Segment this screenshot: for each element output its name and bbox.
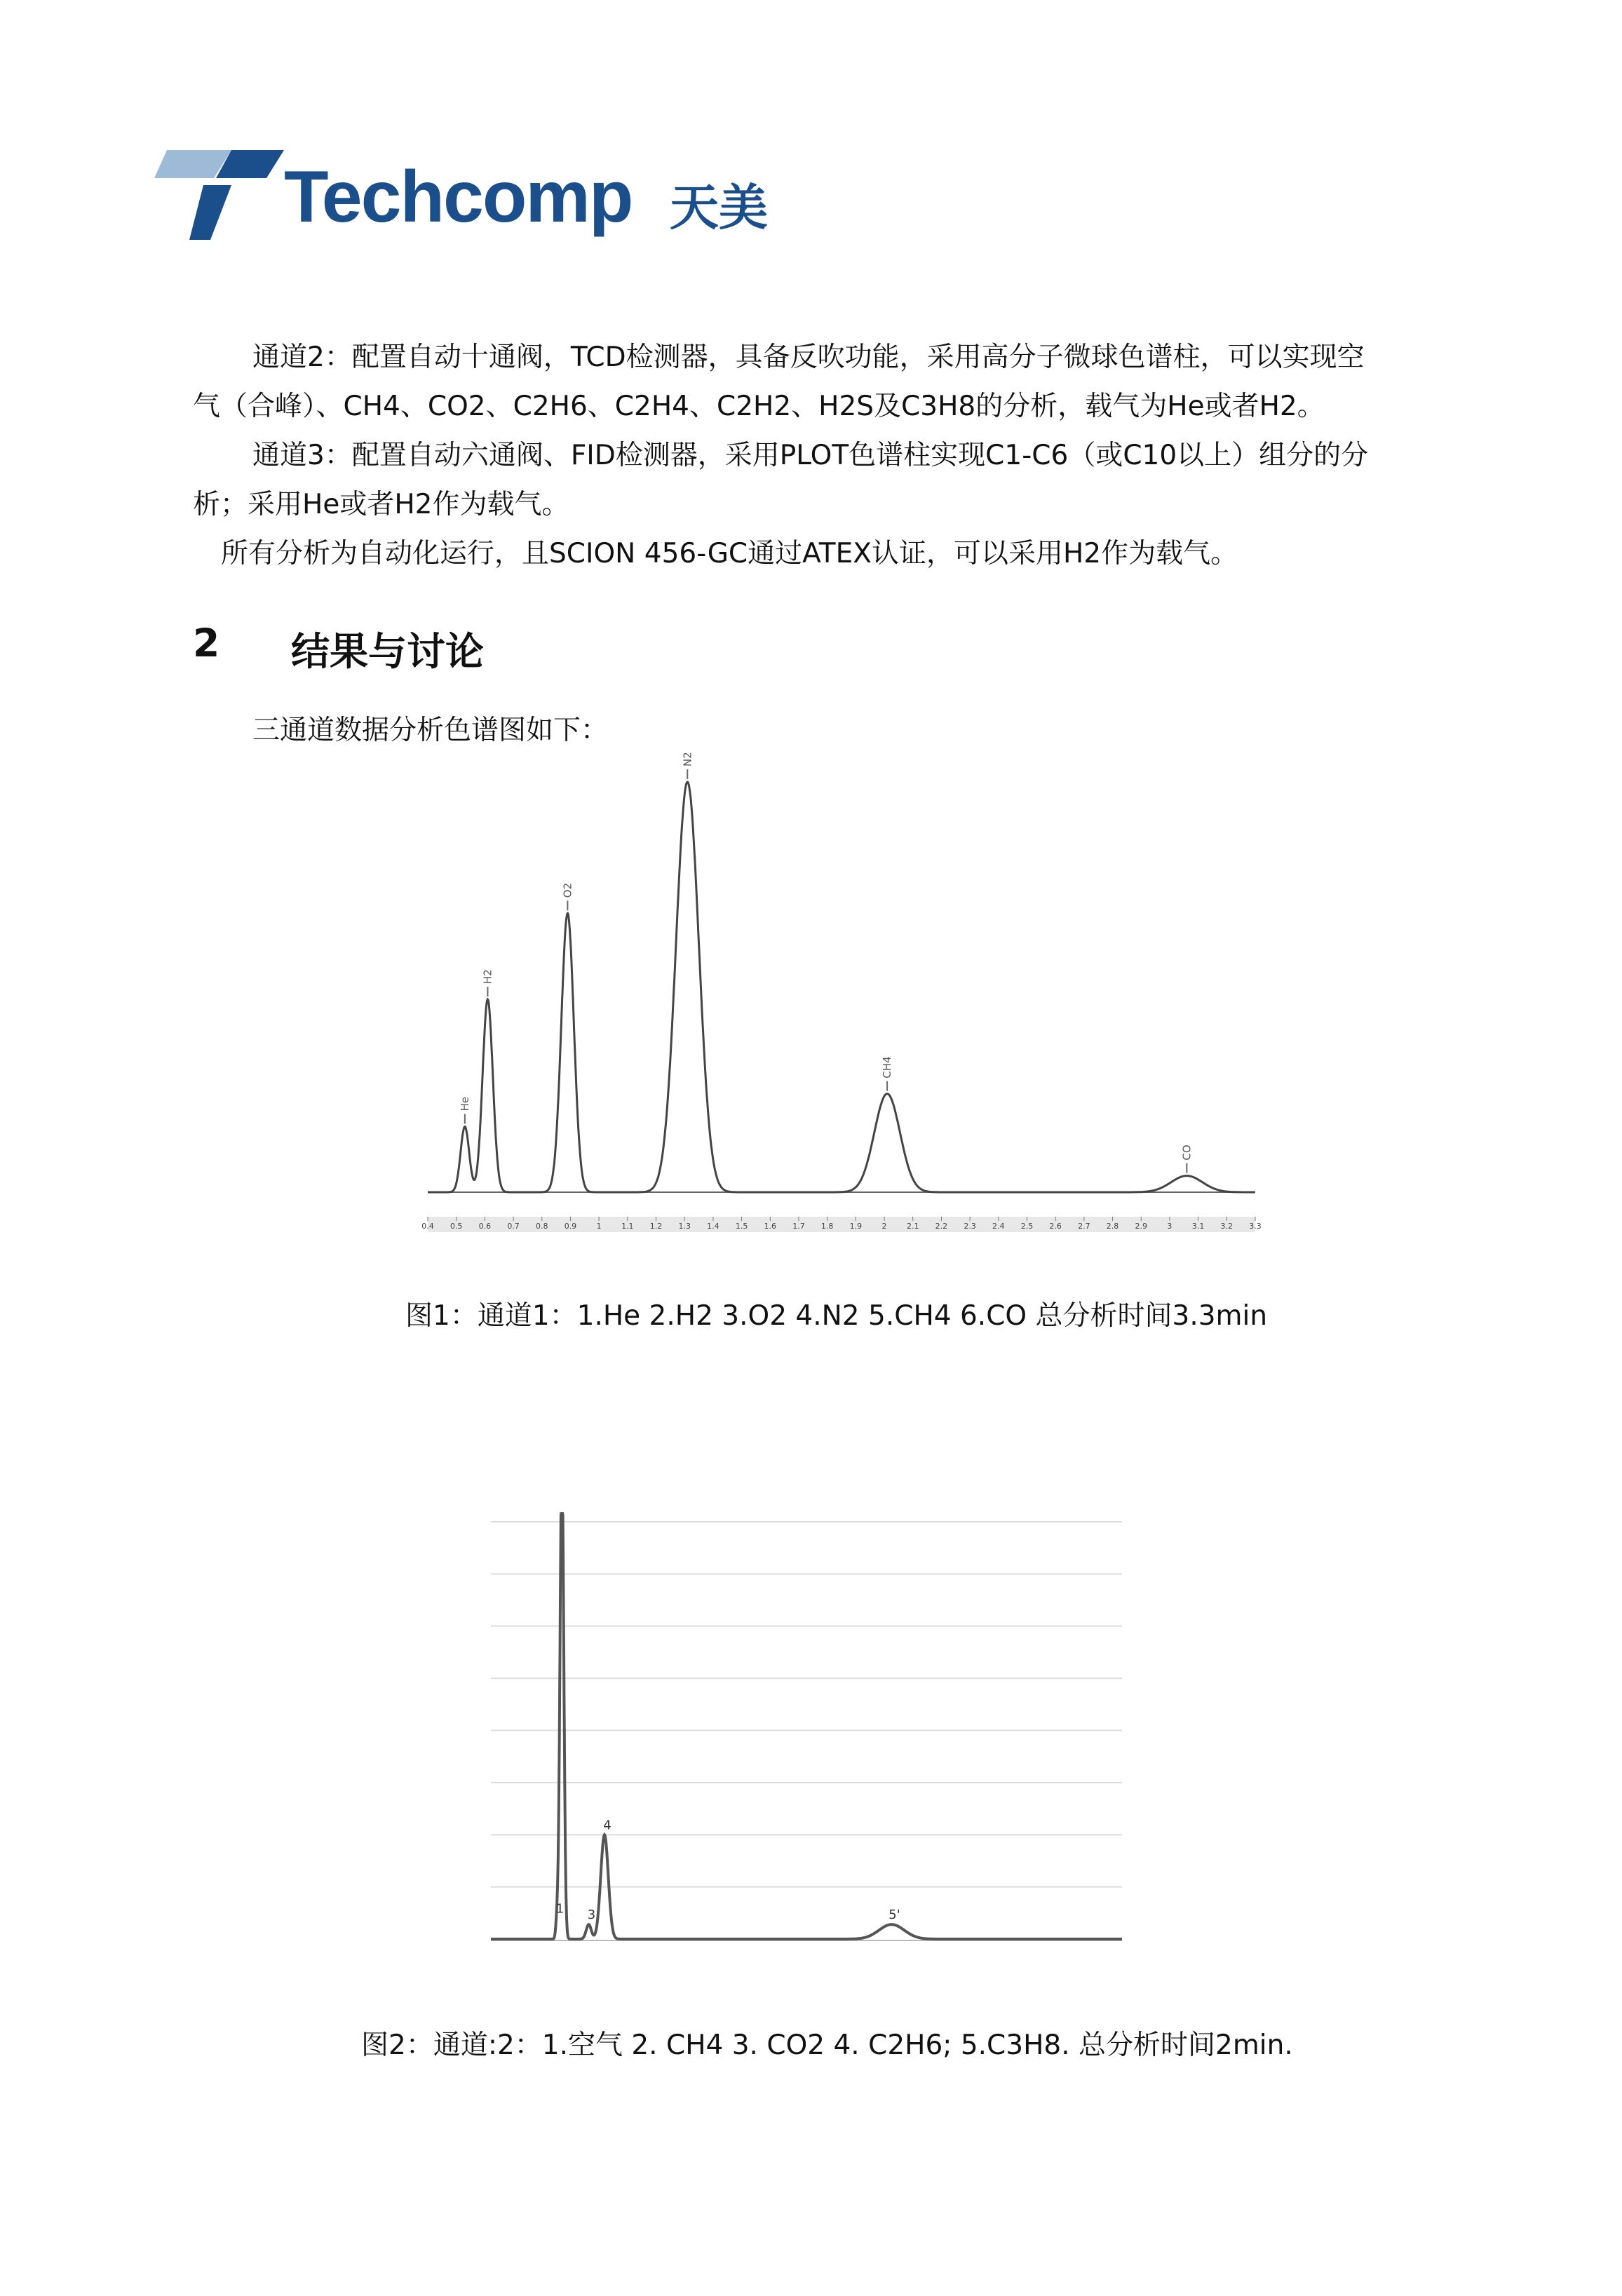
paragraph-channel3-line1: 通道3：配置自动六通阀、FID检测器，采用PLOT色谱柱实现C1-C6（或C10以上）组分的分 (252, 440, 1369, 471)
x-tick-label: 3 (1167, 1222, 1172, 1231)
x-tick-label: 1.9 (849, 1222, 863, 1231)
time-axis (428, 1217, 1255, 1232)
x-tick-label: 0.9 (564, 1222, 577, 1231)
peak-label: O2 (561, 882, 574, 898)
paragraph-channel3-line2: 析；采用He或者H2作为载气。 (193, 489, 569, 520)
figure2-caption: 图2：通道:2：1.空气 2. CH4 3. CO2 4. C2H6; 5.C3H8. 总分析时间2min. (361, 2030, 1293, 2061)
x-tick-label: 0.6 (478, 1222, 492, 1231)
x-tick-label: 2.4 (992, 1222, 1005, 1231)
peak-label: CH4 (881, 1056, 894, 1079)
x-tick-label: 1.7 (792, 1222, 805, 1231)
x-tick-label: 1.5 (735, 1222, 748, 1231)
peak-label: 1 (555, 1901, 565, 1917)
peak-label: N2 (681, 752, 694, 767)
x-tick-label: 1.2 (649, 1222, 663, 1231)
company-logo (154, 149, 785, 240)
techcomp-logo-mark-icon (154, 149, 281, 240)
peak-label: He (458, 1096, 471, 1112)
peak-label: CO (1180, 1144, 1194, 1161)
paragraph-channel2-line2: 气（合峰）、CH4、CO2、C2H6、C2H4、C2H2、H2S及C3H8的分析，载气为He或者H2。 (193, 391, 1325, 422)
x-tick-label: 1.8 (820, 1222, 834, 1231)
peak-label: 3 (587, 1907, 596, 1923)
body-paragraphs (193, 333, 1441, 579)
section-number: 2 (193, 621, 220, 666)
chromatogram-channel2 (491, 1504, 1136, 1967)
figure1-caption: 图1：通道1：1.He 2.H2 3.O2 4.N2 5.CH4 6.CO 总分析时间3.3min (405, 1300, 1268, 1332)
x-tick-label: 0.8 (536, 1222, 548, 1231)
section-title: 结果与讨论 (291, 629, 485, 674)
chromatogram-trace (491, 1513, 1122, 1939)
x-tick-label: 1.3 (678, 1222, 691, 1231)
x-tick-label: 1 (596, 1222, 602, 1231)
x-tick-label: 1.1 (621, 1222, 634, 1231)
x-tick-label: 3.1 (1191, 1222, 1205, 1231)
x-tick-label: 2.7 (1078, 1222, 1090, 1231)
x-tick-label: 2.8 (1106, 1222, 1119, 1231)
x-tick-label: 0.5 (450, 1222, 463, 1231)
x-tick-label: 1.4 (707, 1222, 719, 1231)
logo-wordmark: Techcomp (284, 156, 633, 238)
x-tick-label: 0.7 (507, 1222, 520, 1231)
x-tick-label: 2.6 (1049, 1222, 1062, 1231)
peak-label: 4 (603, 1818, 611, 1833)
x-tick-label: 2.5 (1020, 1222, 1034, 1231)
paragraph-automation: 所有分析为自动化运行，且SCION 456-GC通过ATEX认证，可以采用H2作为载气。 (221, 538, 1238, 569)
x-tick-label: 3.3 (1249, 1222, 1262, 1231)
peak-label: 5' (888, 1907, 900, 1923)
x-tick-label: 0.4 (421, 1222, 434, 1231)
paragraph-channel2-line1: 通道2：配置自动十通阀，TCD检测器，具备反吹功能，采用高分子微球色谱柱，可以实现空 (252, 342, 1365, 373)
x-tick-label: 1.6 (764, 1222, 777, 1231)
x-tick-label: 3.2 (1220, 1222, 1234, 1231)
peak-label: H2 (481, 969, 494, 985)
x-tick-label: 2.9 (1135, 1222, 1147, 1231)
x-tick-label: 2.3 (964, 1222, 976, 1231)
chromatogram-trace (428, 782, 1255, 1192)
x-tick-label: 2.2 (935, 1222, 948, 1231)
x-tick-label: 2.1 (906, 1222, 919, 1231)
chromatogram-intro: 三通道数据分析色谱图如下： (252, 715, 609, 746)
chromatogram-channel1 (421, 752, 1262, 1252)
x-tick-label: 2 (881, 1222, 887, 1231)
logo-chinese-name: 天美 (670, 179, 768, 236)
